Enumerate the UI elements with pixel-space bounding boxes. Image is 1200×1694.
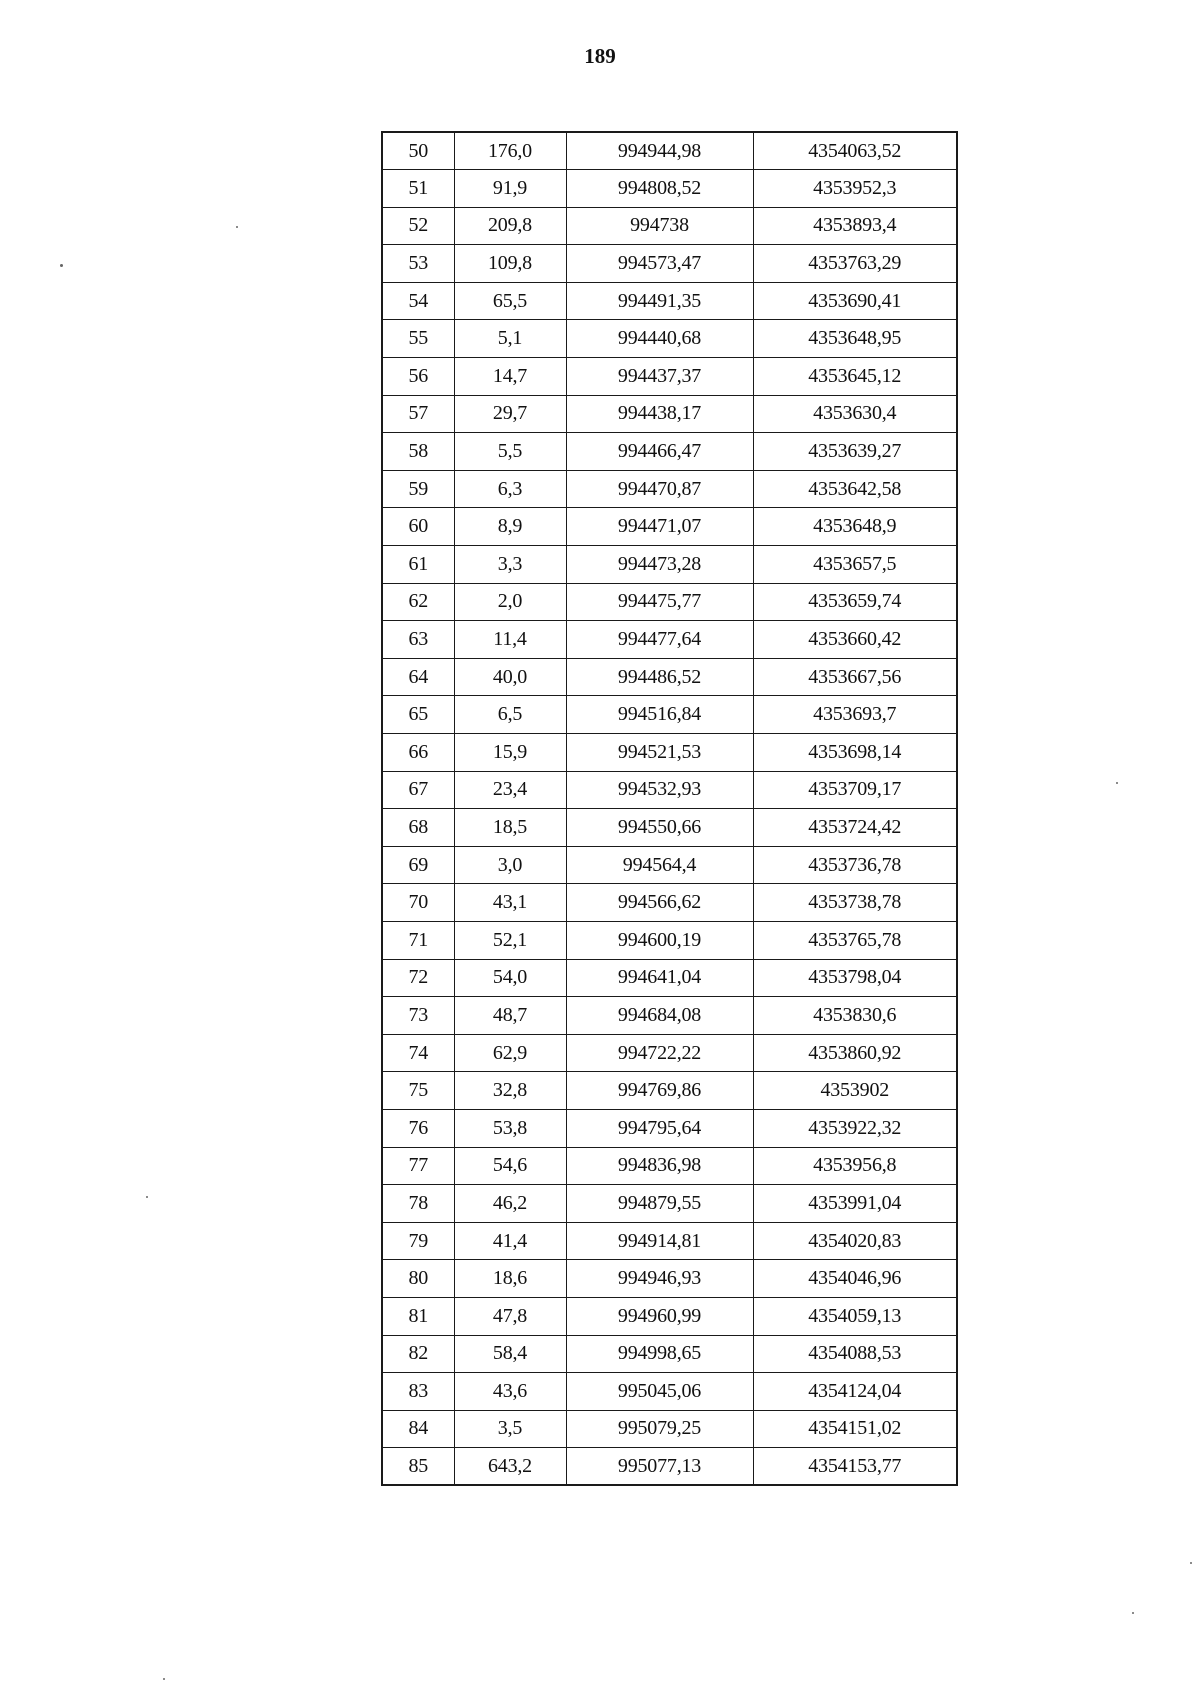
x-coordinate-cell: 994566,62 xyxy=(566,884,753,922)
point-number-cell: 80 xyxy=(382,1260,454,1298)
x-coordinate-cell: 994879,55 xyxy=(566,1185,753,1223)
table-row xyxy=(382,959,957,997)
point-number-cell: 56 xyxy=(382,358,454,396)
y-coordinate-cell: 4353648,95 xyxy=(753,320,957,358)
point-number-cell: 55 xyxy=(382,320,454,358)
x-coordinate-cell: 994836,98 xyxy=(566,1147,753,1185)
y-coordinate-cell: 4353724,42 xyxy=(753,809,957,847)
point-number-cell: 51 xyxy=(382,170,454,208)
x-coordinate-cell: 994769,86 xyxy=(566,1072,753,1110)
y-coordinate-cell: 4353659,74 xyxy=(753,583,957,621)
point-number-cell: 64 xyxy=(382,658,454,696)
page-number: 189 xyxy=(584,44,616,68)
y-coordinate-cell: 4354124,04 xyxy=(753,1373,957,1411)
point-number-cell: 69 xyxy=(382,846,454,884)
length-cell: 29,7 xyxy=(454,395,566,433)
x-coordinate-cell: 994795,64 xyxy=(566,1109,753,1147)
y-coordinate-cell: 4353690,41 xyxy=(753,282,957,320)
point-number-cell: 59 xyxy=(382,470,454,508)
table-row xyxy=(382,282,957,320)
length-cell: 41,4 xyxy=(454,1222,566,1260)
y-coordinate-cell: 4353952,3 xyxy=(753,170,957,208)
table-row xyxy=(382,320,957,358)
length-cell: 65,5 xyxy=(454,282,566,320)
y-coordinate-cell: 4353763,29 xyxy=(753,245,957,283)
x-coordinate-cell: 994466,47 xyxy=(566,433,753,471)
y-coordinate-cell: 4354020,83 xyxy=(753,1222,957,1260)
y-coordinate-cell: 4353902 xyxy=(753,1072,957,1110)
length-cell: 2,0 xyxy=(454,583,566,621)
point-number-cell: 85 xyxy=(382,1448,454,1486)
table-row xyxy=(382,1185,957,1223)
length-cell: 23,4 xyxy=(454,771,566,809)
length-cell: 3,5 xyxy=(454,1410,566,1448)
table-row xyxy=(382,621,957,659)
table-row xyxy=(382,1260,957,1298)
scan-speck xyxy=(1190,1562,1192,1564)
point-number-cell: 61 xyxy=(382,546,454,584)
table-row xyxy=(382,1335,957,1373)
length-cell: 54,6 xyxy=(454,1147,566,1185)
table-row xyxy=(382,546,957,584)
table-row xyxy=(382,508,957,546)
table-row xyxy=(382,358,957,396)
table-row xyxy=(382,696,957,734)
length-cell: 209,8 xyxy=(454,207,566,245)
point-number-cell: 82 xyxy=(382,1335,454,1373)
x-coordinate-cell: 994491,35 xyxy=(566,282,753,320)
point-number-cell: 73 xyxy=(382,997,454,1035)
y-coordinate-cell: 4353991,04 xyxy=(753,1185,957,1223)
length-cell: 15,9 xyxy=(454,734,566,772)
y-coordinate-cell: 4353860,92 xyxy=(753,1034,957,1072)
table-row xyxy=(382,1034,957,1072)
table-row xyxy=(382,884,957,922)
table-row xyxy=(382,997,957,1035)
x-coordinate-cell: 994471,07 xyxy=(566,508,753,546)
length-cell: 91,9 xyxy=(454,170,566,208)
y-coordinate-cell: 4353642,58 xyxy=(753,470,957,508)
point-number-cell: 63 xyxy=(382,621,454,659)
length-cell: 18,6 xyxy=(454,1260,566,1298)
point-number-cell: 54 xyxy=(382,282,454,320)
length-cell: 48,7 xyxy=(454,997,566,1035)
length-cell: 5,5 xyxy=(454,433,566,471)
x-coordinate-cell: 994914,81 xyxy=(566,1222,753,1260)
length-cell: 14,7 xyxy=(454,358,566,396)
x-coordinate-cell: 994516,84 xyxy=(566,696,753,734)
point-number-cell: 78 xyxy=(382,1185,454,1223)
y-coordinate-cell: 4353956,8 xyxy=(753,1147,957,1185)
point-number-cell: 81 xyxy=(382,1297,454,1335)
table-row xyxy=(382,470,957,508)
table-row xyxy=(382,921,957,959)
table-row xyxy=(382,1072,957,1110)
point-number-cell: 83 xyxy=(382,1373,454,1411)
x-coordinate-cell: 994960,99 xyxy=(566,1297,753,1335)
x-coordinate-cell: 994437,37 xyxy=(566,358,753,396)
point-number-cell: 74 xyxy=(382,1034,454,1072)
table-row xyxy=(382,1297,957,1335)
table-row xyxy=(382,433,957,471)
point-number-cell: 84 xyxy=(382,1410,454,1448)
y-coordinate-cell: 4353645,12 xyxy=(753,358,957,396)
point-number-cell: 71 xyxy=(382,921,454,959)
x-coordinate-cell: 994564,4 xyxy=(566,846,753,884)
length-cell: 46,2 xyxy=(454,1185,566,1223)
length-cell: 47,8 xyxy=(454,1297,566,1335)
length-cell: 62,9 xyxy=(454,1034,566,1072)
scan-speck xyxy=(163,1678,165,1680)
table-row xyxy=(382,1373,957,1411)
table-row xyxy=(382,846,957,884)
coordinates-table xyxy=(381,131,958,1486)
point-number-cell: 79 xyxy=(382,1222,454,1260)
point-number-cell: 77 xyxy=(382,1147,454,1185)
x-coordinate-cell: 994477,64 xyxy=(566,621,753,659)
table-row xyxy=(382,1448,957,1486)
x-coordinate-cell: 994998,65 xyxy=(566,1335,753,1373)
length-cell: 32,8 xyxy=(454,1072,566,1110)
y-coordinate-cell: 4354063,52 xyxy=(753,132,957,170)
y-coordinate-cell: 4353798,04 xyxy=(753,959,957,997)
length-cell: 643,2 xyxy=(454,1448,566,1486)
x-coordinate-cell: 994573,47 xyxy=(566,245,753,283)
length-cell: 5,1 xyxy=(454,320,566,358)
y-coordinate-cell: 4353736,78 xyxy=(753,846,957,884)
point-number-cell: 75 xyxy=(382,1072,454,1110)
table-row xyxy=(382,809,957,847)
x-coordinate-cell: 995077,13 xyxy=(566,1448,753,1486)
point-number-cell: 60 xyxy=(382,508,454,546)
x-coordinate-cell: 994532,93 xyxy=(566,771,753,809)
x-coordinate-cell: 994486,52 xyxy=(566,658,753,696)
y-coordinate-cell: 4353693,7 xyxy=(753,696,957,734)
point-number-cell: 70 xyxy=(382,884,454,922)
length-cell: 109,8 xyxy=(454,245,566,283)
table-row xyxy=(382,1410,957,1448)
y-coordinate-cell: 4353698,14 xyxy=(753,734,957,772)
length-cell: 54,0 xyxy=(454,959,566,997)
table-body xyxy=(382,132,957,1485)
length-cell: 3,3 xyxy=(454,546,566,584)
point-number-cell: 66 xyxy=(382,734,454,772)
x-coordinate-cell: 994684,08 xyxy=(566,997,753,1035)
y-coordinate-cell: 4353893,4 xyxy=(753,207,957,245)
y-coordinate-cell: 4354046,96 xyxy=(753,1260,957,1298)
y-coordinate-cell: 4354059,13 xyxy=(753,1297,957,1335)
scan-speck xyxy=(1132,1612,1134,1614)
y-coordinate-cell: 4353630,4 xyxy=(753,395,957,433)
table-row xyxy=(382,1222,957,1260)
table-row xyxy=(382,583,957,621)
y-coordinate-cell: 4353765,78 xyxy=(753,921,957,959)
y-coordinate-cell: 4353830,6 xyxy=(753,997,957,1035)
table-row xyxy=(382,734,957,772)
y-coordinate-cell: 4354151,02 xyxy=(753,1410,957,1448)
x-coordinate-cell: 994641,04 xyxy=(566,959,753,997)
table-row xyxy=(382,170,957,208)
table-row xyxy=(382,207,957,245)
length-cell: 43,1 xyxy=(454,884,566,922)
y-coordinate-cell: 4353639,27 xyxy=(753,433,957,471)
y-coordinate-cell: 4354088,53 xyxy=(753,1335,957,1373)
length-cell: 58,4 xyxy=(454,1335,566,1373)
y-coordinate-cell: 4353709,17 xyxy=(753,771,957,809)
point-number-cell: 58 xyxy=(382,433,454,471)
x-coordinate-cell: 994550,66 xyxy=(566,809,753,847)
point-number-cell: 57 xyxy=(382,395,454,433)
length-cell: 40,0 xyxy=(454,658,566,696)
x-coordinate-cell: 994438,17 xyxy=(566,395,753,433)
table-row xyxy=(382,245,957,283)
point-number-cell: 62 xyxy=(382,583,454,621)
table-row xyxy=(382,395,957,433)
y-coordinate-cell: 4353922,32 xyxy=(753,1109,957,1147)
x-coordinate-cell: 994475,77 xyxy=(566,583,753,621)
scan-speck xyxy=(1116,782,1118,784)
x-coordinate-cell: 994440,68 xyxy=(566,320,753,358)
point-number-cell: 76 xyxy=(382,1109,454,1147)
x-coordinate-cell: 994521,53 xyxy=(566,734,753,772)
length-cell: 52,1 xyxy=(454,921,566,959)
y-coordinate-cell: 4353657,5 xyxy=(753,546,957,584)
x-coordinate-cell: 994473,28 xyxy=(566,546,753,584)
length-cell: 6,5 xyxy=(454,696,566,734)
length-cell: 43,6 xyxy=(454,1373,566,1411)
point-number-cell: 68 xyxy=(382,809,454,847)
x-coordinate-cell: 994722,22 xyxy=(566,1034,753,1072)
point-number-cell: 53 xyxy=(382,245,454,283)
y-coordinate-cell: 4353648,9 xyxy=(753,508,957,546)
x-coordinate-cell: 994738 xyxy=(566,207,753,245)
point-number-cell: 65 xyxy=(382,696,454,734)
table-row xyxy=(382,132,957,170)
x-coordinate-cell: 995045,06 xyxy=(566,1373,753,1411)
length-cell: 53,8 xyxy=(454,1109,566,1147)
x-coordinate-cell: 994808,52 xyxy=(566,170,753,208)
scan-speck xyxy=(146,1196,148,1198)
y-coordinate-cell: 4354153,77 xyxy=(753,1448,957,1486)
x-coordinate-cell: 994470,87 xyxy=(566,470,753,508)
x-coordinate-cell: 994600,19 xyxy=(566,921,753,959)
length-cell: 176,0 xyxy=(454,132,566,170)
length-cell: 8,9 xyxy=(454,508,566,546)
x-coordinate-cell: 994944,98 xyxy=(566,132,753,170)
length-cell: 18,5 xyxy=(454,809,566,847)
table-row xyxy=(382,771,957,809)
table-row xyxy=(382,1109,957,1147)
y-coordinate-cell: 4353660,42 xyxy=(753,621,957,659)
x-coordinate-cell: 994946,93 xyxy=(566,1260,753,1298)
table-row xyxy=(382,658,957,696)
y-coordinate-cell: 4353738,78 xyxy=(753,884,957,922)
scan-speck xyxy=(236,226,238,228)
point-number-cell: 52 xyxy=(382,207,454,245)
x-coordinate-cell: 995079,25 xyxy=(566,1410,753,1448)
length-cell: 6,3 xyxy=(454,470,566,508)
point-number-cell: 67 xyxy=(382,771,454,809)
length-cell: 3,0 xyxy=(454,846,566,884)
point-number-cell: 72 xyxy=(382,959,454,997)
y-coordinate-cell: 4353667,56 xyxy=(753,658,957,696)
table-row xyxy=(382,1147,957,1185)
point-number-cell: 50 xyxy=(382,132,454,170)
length-cell: 11,4 xyxy=(454,621,566,659)
scan-speck xyxy=(60,264,63,267)
